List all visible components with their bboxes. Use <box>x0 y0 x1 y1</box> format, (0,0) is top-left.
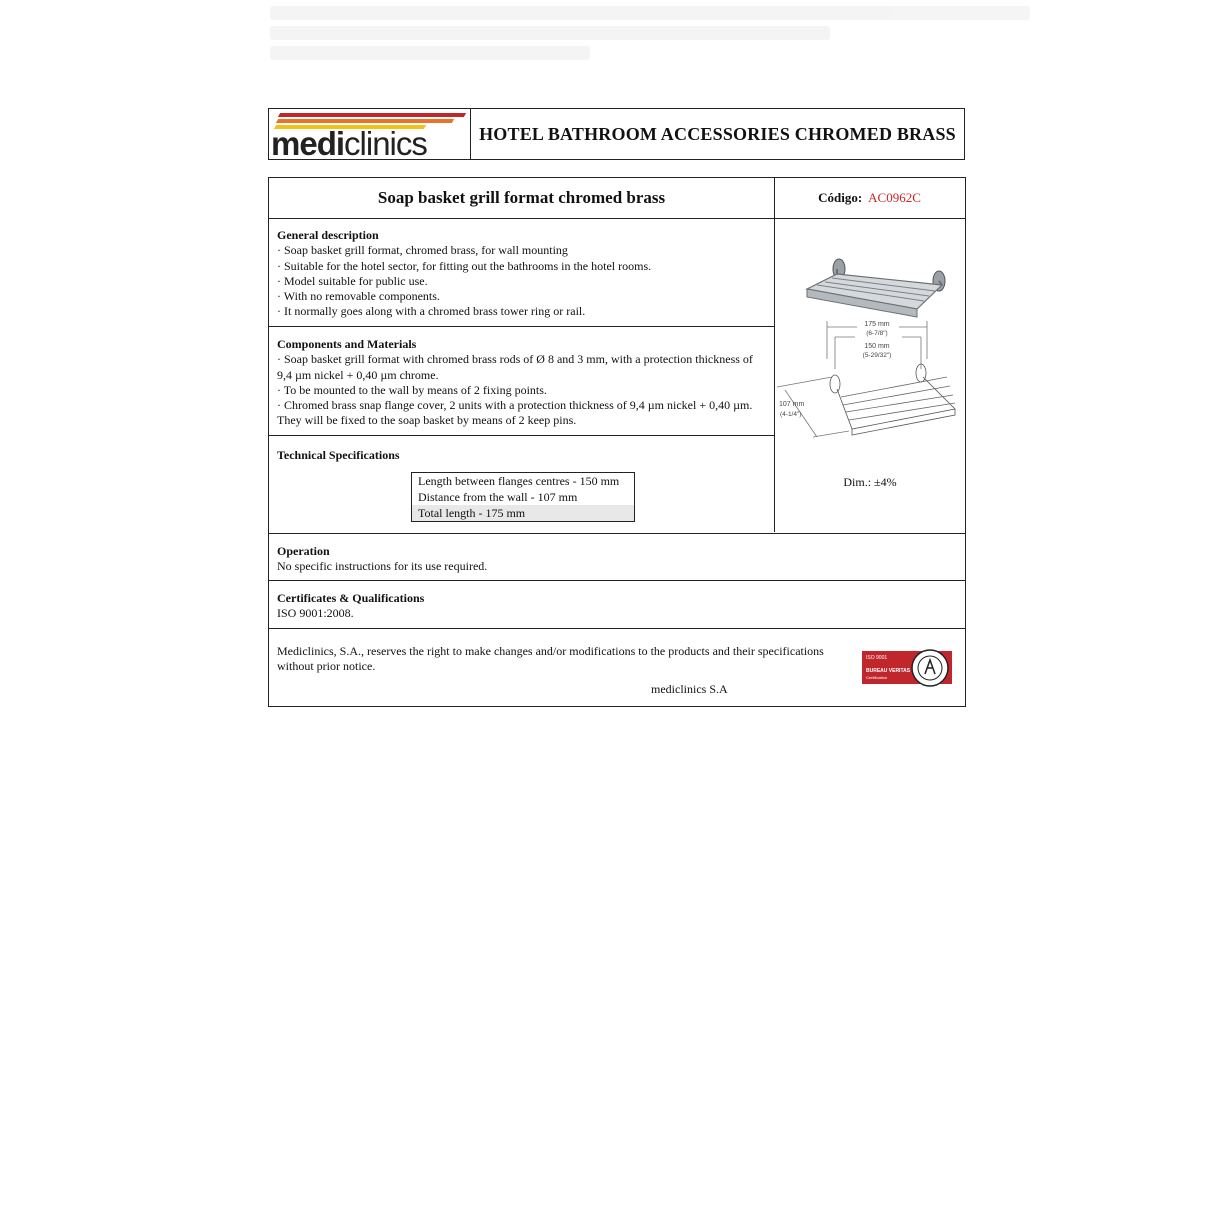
spec-row: Length between flanges centres - 150 mm <box>418 474 620 488</box>
product-sheet <box>268 177 966 707</box>
general-item: · Model suitable for public use. <box>277 273 428 288</box>
footer-section <box>269 630 965 706</box>
general-description-section <box>269 219 774 327</box>
product-image-column <box>774 219 965 532</box>
product-photo <box>807 259 945 317</box>
dimension-drawing <box>777 321 955 437</box>
certificates-text: ISO 9001:2008. <box>277 606 354 621</box>
certificates-section <box>269 581 965 629</box>
code-value: AC0962C <box>868 190 921 205</box>
dim-150-inch-label: (5-29/32") <box>862 352 892 359</box>
spec-row: Total length - 175 mm <box>412 505 634 521</box>
dim-150-label: 150 mm <box>864 343 890 350</box>
product-code <box>774 178 965 219</box>
product-drawing <box>777 249 967 499</box>
code-label: Código: <box>818 190 863 205</box>
general-item: · Suitable for the hotel sector, for fitting out the bathrooms in the hotel rooms. <box>277 258 652 273</box>
operation-text: No specific instructions for its use required. <box>277 559 488 574</box>
header-title: HOTEL BATHROOM ACCESSORIES CHROMED BRASS <box>479 123 956 144</box>
bureau-veritas-seal <box>910 648 950 688</box>
dim-175-label: 175 mm <box>864 321 890 328</box>
dim-107-inch-label: (4-1/4") <box>780 411 802 418</box>
general-item: · Soap basket grill format, chromed brass, for wall mounting <box>277 243 568 258</box>
certificates-heading: Certificates & Qualifications <box>277 591 425 605</box>
components-section <box>269 328 774 436</box>
spec-row: Distance from the wall - 107 mm <box>418 490 578 504</box>
components-item: · To be mounted to the wall by means of 2 fixing points. <box>277 382 547 397</box>
spec-table <box>411 472 635 522</box>
logo-wordmark: mediclinics <box>271 125 427 162</box>
badge-cert: Certification <box>866 675 888 680</box>
dim-107-label: 107 mm <box>779 401 805 408</box>
footer-signature: mediclinics S.A <box>651 682 728 696</box>
dim-175-inch-label: (6-7/8") <box>866 330 888 337</box>
badge-iso: ISO 9001 <box>866 655 888 661</box>
mediclinics-logo <box>269 109 471 162</box>
bureau-veritas-badge <box>862 651 952 684</box>
logo-stripe-orange <box>276 119 454 123</box>
technical-heading: Technical Specifications <box>277 448 400 462</box>
general-heading: General description <box>277 228 379 242</box>
general-item: · With no removable components. <box>277 289 440 304</box>
footer-notice: Mediclinics, S.A., reserves the right to make changes and/or modifications to the products and their specifications without prior notice. <box>277 644 824 674</box>
bleed-through-shadow <box>270 0 1070 100</box>
logo-stripe-red <box>278 113 466 117</box>
technical-section <box>269 437 774 532</box>
badge-name: BUREAU VERITAS <box>866 668 911 674</box>
general-item: · It normally goes along with a chromed brass tower ring or rail. <box>277 304 586 319</box>
components-item: · Chromed brass snap flange cover, 2 units with a protection thickness of 9,4 µm nickel + 0,40 µm. They will be fixed to the soap basket by means of 2 keep pins. <box>277 398 753 428</box>
components-heading: Components and Materials <box>277 337 417 351</box>
document-header <box>268 108 965 160</box>
product-title: Soap basket grill format chromed brass <box>269 178 775 219</box>
operation-heading: Operation <box>277 544 330 558</box>
components-item: · Soap basket grill format with chromed brass rods of Ø 8 and 3 mm, with a protection thickness of 9,4 µm nickel + 0,40 µm chrome. <box>277 352 753 382</box>
dimension-tolerance: Dim.: ±4% <box>843 475 897 489</box>
operation-section <box>269 533 965 581</box>
